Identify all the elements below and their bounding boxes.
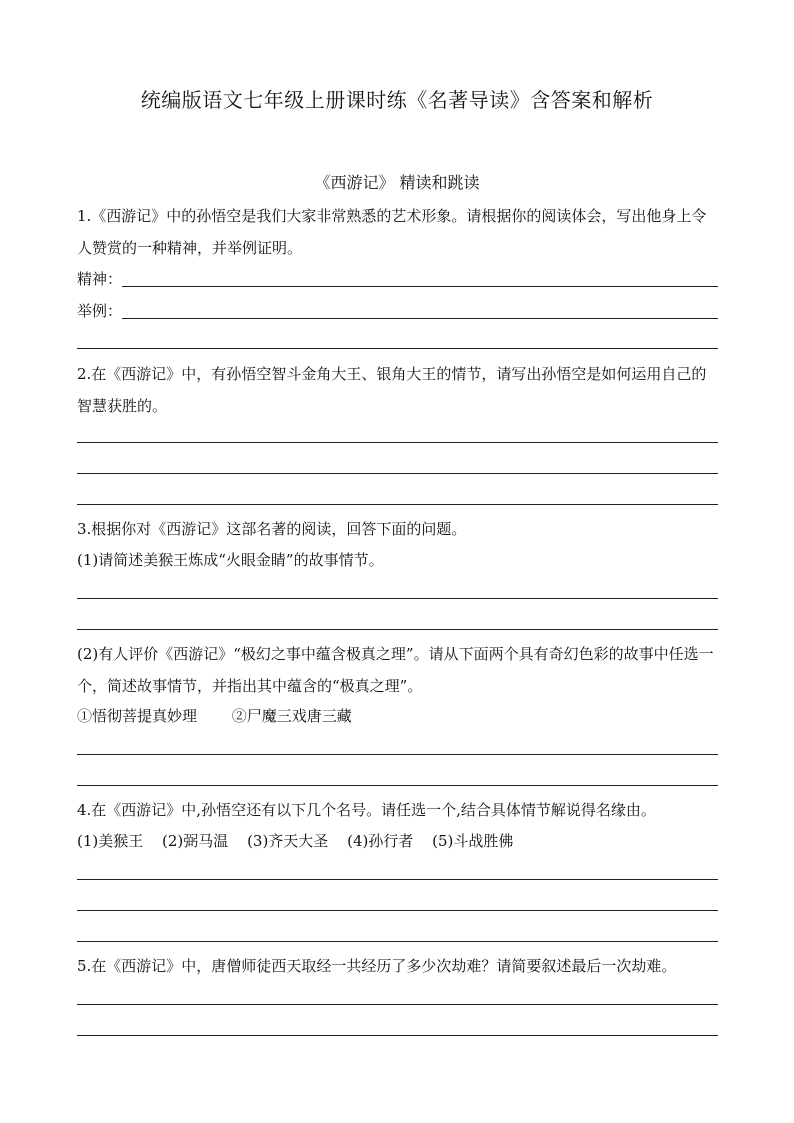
answer-line[interactable] [77,598,718,599]
question-3-sub-1: (1)请简述美猴王炼成“火眼金睛”的故事情节。 [77,551,384,569]
answer-line[interactable] [77,754,718,755]
section-title: 《西游记》 精读和跳读 [314,173,480,192]
option-3: (3)齐天大圣 [247,832,329,850]
option-2: ②尸魔三戏唐三藏 [231,707,352,725]
option-1: ①悟彻菩提真妙理 [77,707,198,725]
answer-line[interactable] [77,629,718,630]
answer-line[interactable] [77,1004,718,1005]
question-3-sub-2: (2)有人评价《西游记》“极幻之事中蕴含极真之理”。请从下面两个具有奇幻色彩的故事中任选一个，简述故事情节，并指出其中蕴含的“极真之理”。 [77,645,714,695]
answer-line[interactable] [77,910,718,911]
question-3-options [77,700,717,732]
answer-line[interactable] [77,504,718,505]
answer-line[interactable] [77,785,718,786]
example-label: 举例： [77,302,123,320]
example-answer-line[interactable] [122,318,718,319]
question-3-intro: 3.根据你对《西游记》这部名著的阅读，回答下面的问题。 [77,520,467,538]
answer-line[interactable] [77,1035,718,1036]
question-4: 4.在《西游记》中,孙悟空还有以下几个名号。请任选一个,结合具体情节解说得名缘由。 [77,801,656,819]
answer-line[interactable] [77,879,718,880]
option-4: (4)孙行者 [347,832,414,850]
question-4-options [77,825,717,857]
option-5: (5)斗战胜佛 [432,832,514,850]
question-2: 2.在《西游记》中，有孙悟空智斗金角大王、银角大王的情节，请写出孙悟空是如何运用自己的智慧获胜的。 [77,365,707,415]
answer-line[interactable] [77,473,718,474]
spirit-answer-line[interactable] [122,286,718,287]
question-1: 1.《西游记》中的孙悟空是我们大家非常熟悉的艺术形象。请根据你的阅读体会，写出他身上令人赞赏的一种精神，并举例证明。 [77,207,707,257]
spirit-label: 精神： [77,270,123,288]
page-title: 统编版语文七年级上册课时练《名著导读》含答案和解析 [140,88,654,112]
question-5: 5.在《西游记》中，唐僧师徒西天取经一共经历了多少次劫难？请简要叙述最后一次劫难。 [77,957,677,975]
answer-line[interactable] [77,348,718,349]
option-2: (2)弼马温 [162,832,229,850]
answer-line[interactable] [77,941,718,942]
answer-line[interactable] [77,442,718,443]
option-1: (1)美猴王 [77,832,144,850]
